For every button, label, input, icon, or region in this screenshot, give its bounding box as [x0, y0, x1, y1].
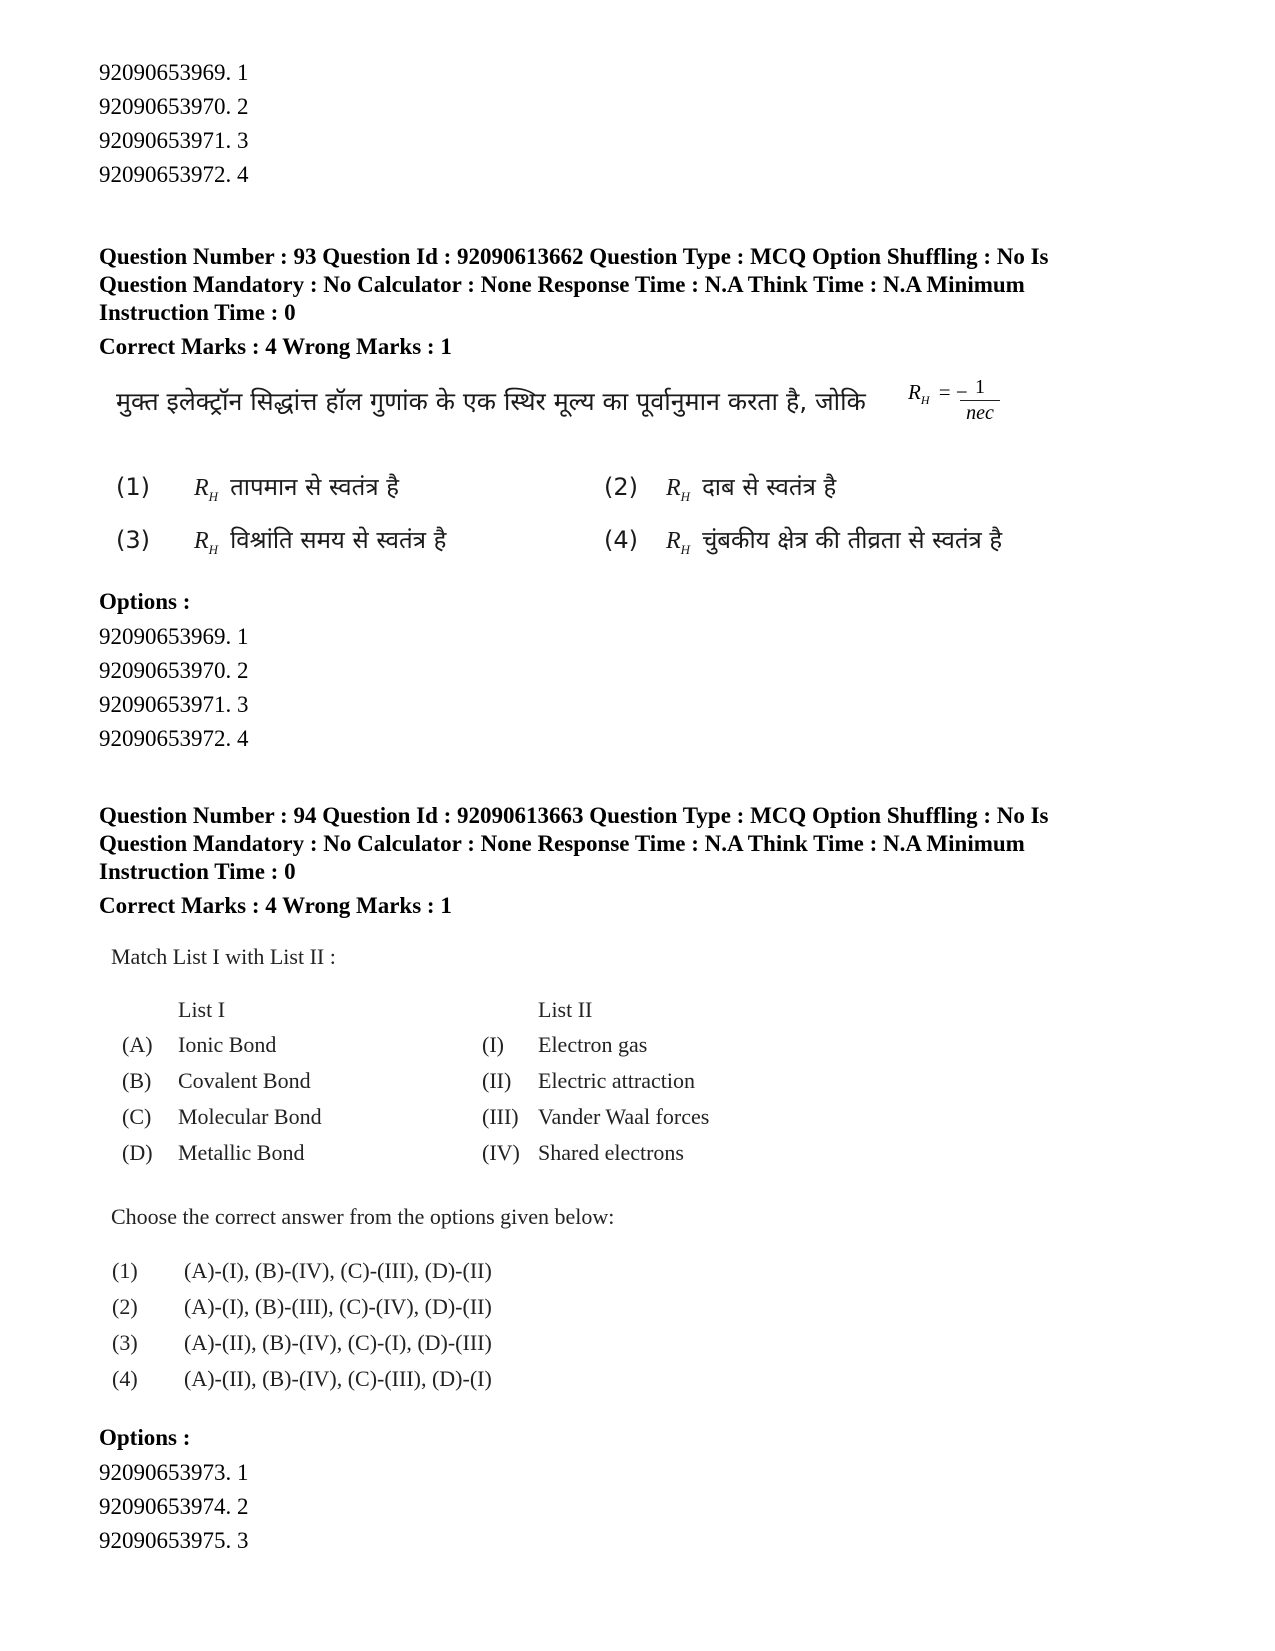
choice-text: दाब से स्वतंत्र है [702, 473, 837, 501]
q93-formula [908, 376, 994, 424]
option-line: 92090653971. 3 [99, 692, 249, 717]
choice-text: विश्रांति समय से स्वतंत्र है [230, 526, 447, 554]
q93-choice-4 [604, 523, 1002, 558]
q94-header-line1: Question Number : 94 Question Id : 92090613663 Question Type : MCQ Option Shuffling : No Is [99, 803, 1049, 828]
list-text: Molecular Bond [178, 1104, 322, 1129]
q94-header-line3: Instruction Time : 0 [99, 859, 296, 884]
q93-choice-2 [604, 470, 836, 505]
list1-item [122, 1140, 304, 1166]
option-line: 92090653972. 4 [99, 726, 249, 751]
option-line: 92090653970. 2 [99, 94, 249, 119]
answer-number: (3) [112, 1330, 138, 1355]
list-label: (D) [122, 1140, 153, 1165]
rh-symbol: $R_H$ [194, 475, 219, 504]
list-label: (IV) [482, 1140, 520, 1165]
q93-question-text: मुक्त इलेक्ट्रॉन सिद्धांत्त हॉल गुणांक के एक स्थिर मूल्य का पूर्वानुमान करता है, जोकि [116, 387, 866, 416]
list1-title: List I [178, 997, 226, 1022]
option-line: 92090653969. 1 [99, 624, 249, 649]
choice-text: चुंबकीय क्षेत्र की तीव्रता से स्वतंत्र है [702, 526, 1003, 554]
q94-header-line2: Question Mandatory : No Calculator : None Response Time : N.A Think Time : N.A Minimum [99, 831, 1025, 856]
q93-marks: Correct Marks : 4 Wrong Marks : 1 [99, 334, 452, 359]
choice-number: (3) [116, 526, 150, 554]
q93-header-line1: Question Number : 93 Question Id : 92090613662 Question Type : MCQ Option Shuffling : No Is [99, 244, 1049, 269]
answer-number: (1) [112, 1258, 138, 1283]
answer-text: (A)-(II), (B)-(IV), (C)-(III), (D)-(I) [184, 1366, 492, 1391]
list-text: Ionic Bond [178, 1032, 277, 1057]
q93-options-label: Options : [99, 589, 191, 614]
list-label: (II) [482, 1068, 512, 1093]
choice-number: (2) [604, 473, 638, 501]
q94-options-label: Options : [99, 1425, 191, 1450]
answer-text: (A)-(I), (B)-(III), (C)-(IV), (D)-(II) [184, 1294, 492, 1319]
option-line: 92090653974. 2 [99, 1494, 249, 1519]
list-text: Electron gas [538, 1032, 648, 1057]
option-line: 92090653975. 3 [99, 1528, 249, 1553]
list2-item [482, 1032, 647, 1058]
list2-title: List II [538, 997, 593, 1022]
choice-text: तापमान से स्वतंत्र है [230, 473, 399, 501]
choice-number: (4) [604, 526, 638, 554]
option-line: 92090653970. 2 [99, 658, 249, 683]
list2-item [482, 1104, 709, 1130]
q94-intro: Match List I with List II : [111, 944, 336, 969]
option-line: 92090653972. 4 [99, 162, 249, 187]
list-label: (C) [122, 1104, 152, 1129]
formula-denominator: nec [966, 402, 994, 424]
list-text: Vander Waal forces [538, 1104, 710, 1129]
list2-item [482, 1068, 695, 1094]
option-line: 92090653969. 1 [99, 60, 249, 85]
list-text: Covalent Bond [178, 1068, 311, 1093]
answer-text: (A)-(II), (B)-(IV), (C)-(I), (D)-(III) [184, 1330, 492, 1355]
list-label: (A) [122, 1032, 153, 1057]
q93-header-line2: Question Mandatory : No Calculator : None Response Time : N.A Think Time : N.A Minimum [99, 272, 1025, 297]
answer-number: (4) [112, 1366, 138, 1391]
formula-numerator: 1 [960, 376, 1000, 401]
list-text: Electric attraction [538, 1068, 695, 1093]
option-line: 92090653973. 1 [99, 1460, 249, 1485]
answer-text: (A)-(I), (B)-(IV), (C)-(III), (D)-(II) [184, 1258, 492, 1283]
q93-choice-1 [116, 470, 399, 505]
q94-marks: Correct Marks : 4 Wrong Marks : 1 [99, 893, 452, 918]
list-label: (B) [122, 1068, 152, 1093]
rh-symbol: $R_H$ [666, 475, 691, 504]
formula-sub: H [920, 393, 930, 408]
option-line: 92090653971. 3 [99, 128, 249, 153]
q93-choice-3 [116, 523, 446, 558]
list-text: Shared electrons [538, 1140, 684, 1165]
formula-lhs: R [908, 380, 921, 404]
q94-answer [112, 1258, 492, 1284]
answer-number: (2) [112, 1294, 138, 1319]
formula-eq: = − [938, 380, 968, 404]
list1-item [122, 1032, 276, 1058]
q94-answer [112, 1330, 492, 1356]
rh-symbol: $R_H$ [666, 528, 691, 557]
list1-item [122, 1068, 311, 1094]
rh-symbol: $R_H$ [194, 528, 219, 557]
choice-number: (1) [116, 473, 150, 501]
formula-fraction [960, 376, 1000, 425]
list-label: (III) [482, 1104, 519, 1129]
list-label: (I) [482, 1032, 504, 1057]
q94-answer [112, 1294, 492, 1320]
list2-item [482, 1140, 684, 1166]
list1-item [122, 1104, 322, 1130]
list-text: Metallic Bond [178, 1140, 305, 1165]
q94-answer [112, 1366, 492, 1392]
q93-header-line3: Instruction Time : 0 [99, 300, 296, 325]
q94-choose-prompt: Choose the correct answer from the options given below: [111, 1204, 615, 1229]
